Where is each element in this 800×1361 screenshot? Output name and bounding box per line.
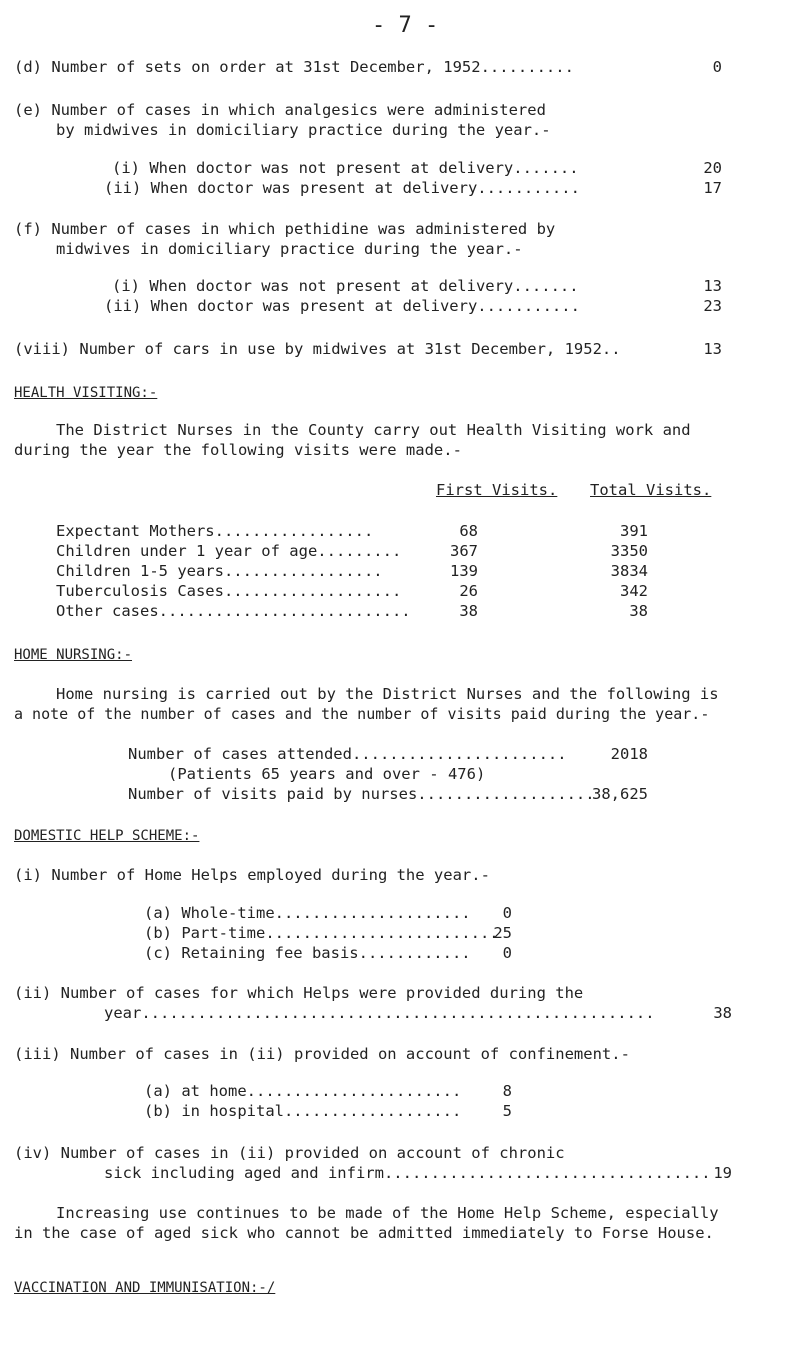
dh-iii-b-value: 5 — [502, 1102, 512, 1120]
dh-i-c-label: (c) Retaining fee basis............ — [144, 944, 471, 962]
item-d-label: (d) Number of sets on order at 31st December, 1952.......... — [14, 58, 574, 76]
dh-i-b-value: 25 — [493, 924, 512, 942]
health-visiting-heading: HEALTH VISITING:- — [14, 385, 158, 401]
home-nursing-para2: a note of the number of cases and the number of visits paid during the year.- — [14, 705, 710, 723]
cases-attended-value: 2018 — [610, 745, 648, 763]
hv-row-first: 367 — [450, 542, 478, 560]
hv-row-total: 342 — [620, 582, 648, 600]
hv-row-total: 38 — [629, 602, 648, 620]
hv-row-label: Tuberculosis Cases................... — [56, 582, 402, 600]
hv-row-total: 3834 — [610, 562, 648, 580]
hv-row-first: 26 — [459, 582, 478, 600]
dh-iii-a-value: 8 — [502, 1082, 512, 1100]
item-f-line1: (f) Number of cases in which pethidine was administered by — [14, 220, 556, 238]
domestic-help-heading: DOMESTIC HELP SCHEME:- — [14, 828, 200, 844]
home-nursing-heading: HOME NURSING:- — [14, 647, 133, 663]
hv-row-label: Children under 1 year of age......... — [56, 542, 402, 560]
dh-i-b-label: (b) Part-time......................... — [144, 924, 499, 942]
item-e-line1: (e) Number of cases in which analgesics were administered — [14, 101, 546, 119]
hv-row-first: 139 — [450, 562, 478, 580]
item-f-ii-value: 23 — [703, 297, 722, 315]
item-e-i-value: 20 — [703, 159, 722, 177]
item-f-ii-label: (ii) When doctor was present at delivery........... — [104, 297, 580, 315]
item-e-line2: by midwives in domiciliary practice during the year.- — [56, 121, 551, 139]
cases-attended-label: Number of cases attended....................... — [128, 745, 567, 763]
dh-para2: in the case of aged sick who cannot be admitted immediately to Forse House. — [14, 1224, 714, 1242]
hv-row-total: 3350 — [610, 542, 648, 560]
dh-iv-line2: sick including aged and infirm................................... — [104, 1164, 711, 1182]
item-d-value: 0 — [712, 58, 722, 76]
item-e-ii-value: 17 — [703, 179, 722, 197]
visits-paid-label: Number of visits paid by nurses................... — [128, 785, 595, 803]
hv-row-label: Other cases........................... — [56, 602, 411, 620]
dh-ii-line1: (ii) Number of cases for which Helps were provided during the — [14, 984, 584, 1002]
dh-ii-value: 38 — [713, 1004, 732, 1022]
hv-row-first: 68 — [459, 522, 478, 540]
item-viii-value: 13 — [703, 340, 722, 358]
dh-ii-line2: year....................................................... — [104, 1004, 655, 1022]
item-f-i-value: 13 — [703, 277, 722, 295]
health-visiting-para2: during the year the following visits were made.- — [14, 441, 462, 459]
dh-i-c-value: 0 — [502, 944, 512, 962]
patients-note: (Patients 65 years and over - 476) — [168, 765, 486, 783]
dh-iv-line1: (iv) Number of cases in (ii) provided on account of chronic — [14, 1144, 565, 1162]
hv-row-total: 391 — [620, 522, 648, 540]
dh-iv-value: 19 — [713, 1164, 732, 1182]
dh-iii-a-label: (a) at home....................... — [144, 1082, 462, 1100]
item-f-i-label: (i) When doctor was not present at delivery....... — [112, 277, 579, 295]
item-f-line2: midwives in domiciliary practice during the year.- — [56, 240, 523, 258]
col-first-visits: First Visits. — [436, 481, 558, 499]
page-number: - 7 - — [372, 13, 439, 38]
dh-i-a-value: 0 — [502, 904, 512, 922]
hv-row-label: Children 1-5 years................. — [56, 562, 383, 580]
vaccination-heading: VACCINATION AND IMMUNISATION:-/ — [14, 1280, 276, 1296]
col-total-visits: Total Visits. — [590, 481, 712, 499]
home-nursing-para1: Home nursing is carried out by the District Nurses and the following is — [56, 685, 719, 703]
dh-iii-heading: (iii) Number of cases in (ii) provided on account of confinement.- — [14, 1045, 630, 1063]
dh-iii-b-label: (b) in hospital................... — [144, 1102, 462, 1120]
dh-i-a-label: (a) Whole-time..................... — [144, 904, 471, 922]
health-visiting-para1: The District Nurses in the County carry out Health Visiting work and — [56, 421, 691, 439]
dh-para1: Increasing use continues to be made of the Home Help Scheme, especially — [56, 1204, 719, 1222]
hv-row-label: Expectant Mothers................. — [56, 522, 374, 540]
dh-i-heading: (i) Number of Home Helps employed during the year.- — [14, 866, 490, 884]
item-e-ii-label: (ii) When doctor was present at delivery........... — [104, 179, 580, 197]
item-e-i-label: (i) When doctor was not present at delivery....... — [112, 159, 579, 177]
visits-paid-value: 38,625 — [592, 785, 648, 803]
hv-row-first: 38 — [459, 602, 478, 620]
item-viii-label: (viii) Number of cars in use by midwives at 31st December, 1952.. — [14, 340, 621, 358]
